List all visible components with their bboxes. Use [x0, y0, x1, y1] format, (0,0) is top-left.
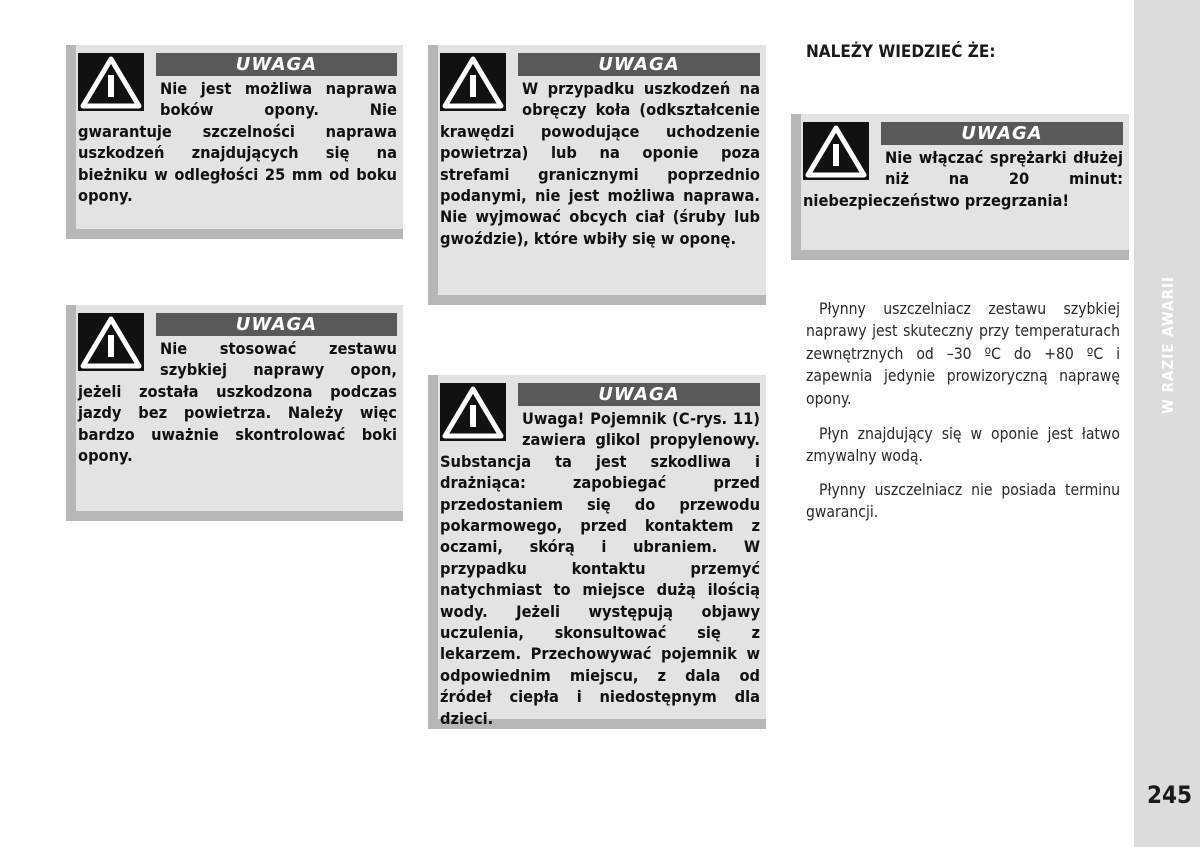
warning-box	[791, 114, 1129, 260]
body-paragraph: Płyn znajdujący się w oponie jest łatwo zmywalny wodą.	[806, 425, 1120, 466]
warning-label: UWAGA	[518, 383, 760, 406]
warning-text: Nie włączać sprężarki dłużej niż na 20 minut: niebezpieczeństwo przegrzania!	[803, 148, 1123, 210]
warning-text: W przypadku uszkodzeń na obręczy koła (odkształcenie krawędzi powodujące uchodzenie powietrza) lub na oponie poza strefami granicznymi poprzednio podanymi, nie jest możliwa naprawa. Nie wyjmować obcych ciał (śruby lub gwoździe), które wbiły się w oponę.	[440, 79, 760, 248]
section-heading: NALEŻY WIEDZIEĆ ŻE:	[806, 42, 996, 62]
warning-box	[428, 45, 766, 305]
body-paragraph: Płynny uszczelniacz nie posiada terminu gwarancji.	[806, 481, 1120, 522]
warning-label: UWAGA	[156, 313, 397, 336]
section-title	[1152, 245, 1184, 445]
warning-box	[66, 305, 403, 521]
warning-label: UWAGA	[156, 53, 397, 76]
page-number: 245	[1147, 781, 1193, 809]
warning-label: UWAGA	[881, 122, 1123, 145]
warning-box	[428, 375, 766, 729]
section-title-text: W RAZIE AWARII	[1159, 276, 1177, 414]
body-paragraph: Płynny uszczelniacz zestawu szybkiej naprawy jest skuteczny przy temperaturach zewnętrznych od –30 ºC do +80 ºC i zapewnia jedynie prowizoryczną naprawę opony.	[806, 300, 1120, 408]
warning-text: Nie jest możliwa naprawa boków opony. Nie gwarantuje szczelności naprawa uszkodzeń znajdujących się na bieżniku w odległości 25 mm od boku opony.	[78, 79, 397, 206]
warning-text: Nie stosować zestawu szybkiej naprawy opon, jeżeli została uszkodzona podczas jazdy bez powietrza. Należy więc bardzo uważnie skontrolować boki opony.	[78, 339, 397, 466]
warning-text: Uwaga! Pojemnik (C-rys. 11) zawiera glikol propylenowy. Substancja ta jest szkodliwa i drażniąca: zapobiegać przed przedostaniem się do przewodu pokarmowego, przed kontaktem z oczami, skórą i ubraniem. W przypadku kontaktu przemyć natychmiast to miejsce dużą ilością wody. Jeżeli występują objawy uczulenia, skonsultować się z lekarzem. Przechowywać pojemnik w odpowiednim miejscu, z dala od źródeł ciepła i niedostępnym dla dzieci.	[440, 409, 760, 728]
warning-box	[66, 45, 403, 239]
warning-label: UWAGA	[518, 53, 760, 76]
